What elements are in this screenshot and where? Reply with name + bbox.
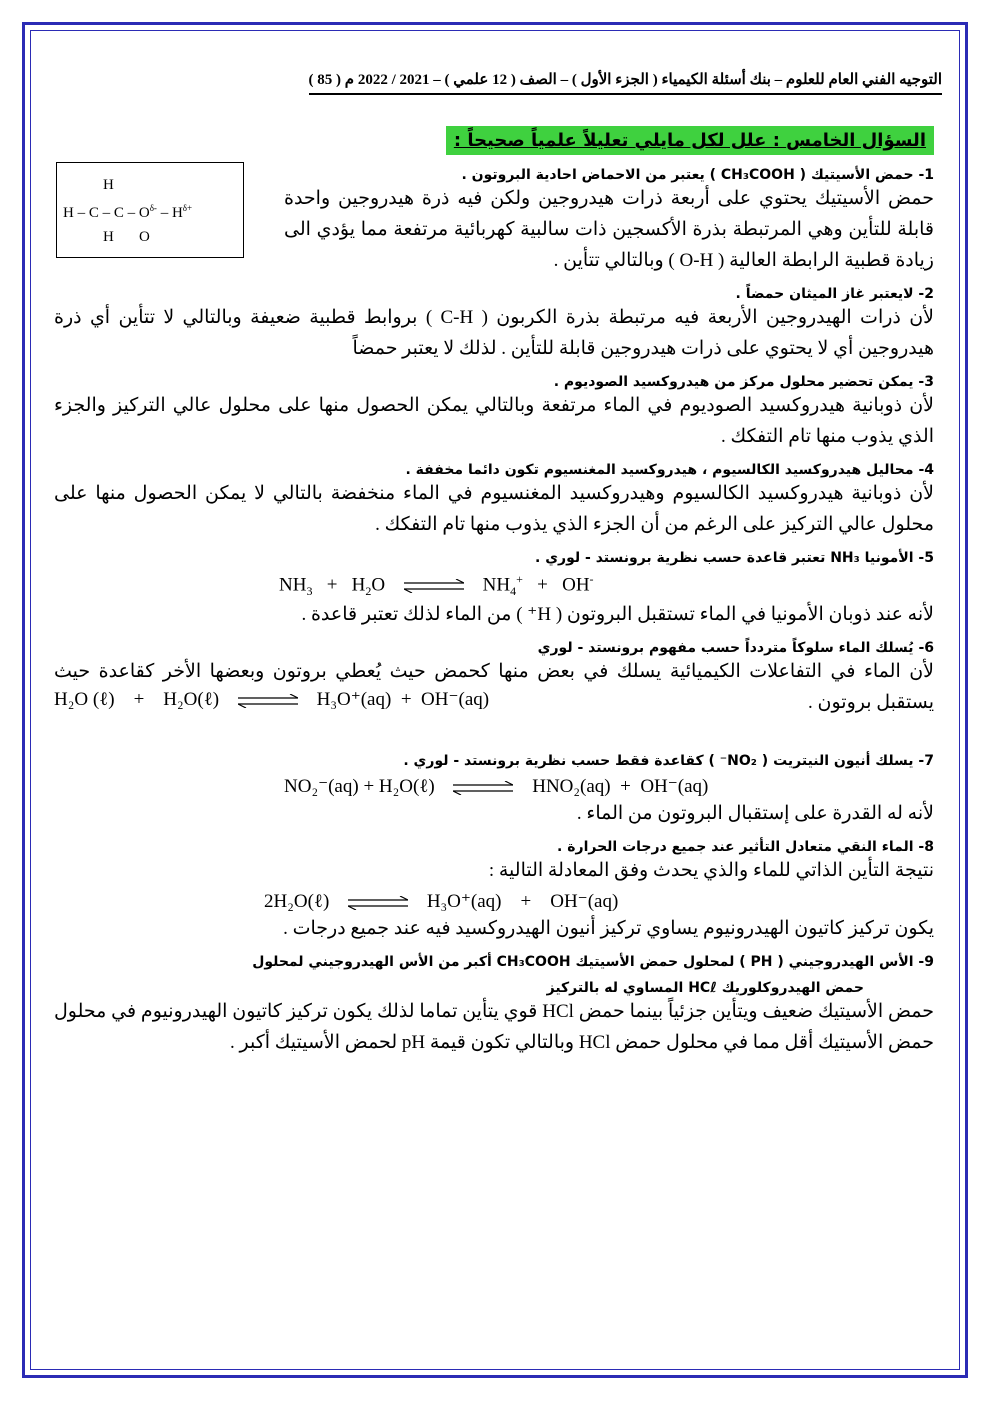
item-4-title: 4- محاليل هيدروكسيد الكالسيوم ، هيدروكسيد المغنسيوم تكون دائما مخففة .	[405, 462, 934, 478]
item-2-text: لأن ذرات الهيدروجين الأربعة فيه مرتبطة بذرة الكربون ( C-H ) بروابط قطبية ضعيفة وبالتالي لا تتأين أي ذرة هيدروجين أي لا يحتوي على ذرات هيدروجين قابلة للتأين . لذلك لا يعتبر حمضاً	[54, 307, 934, 359]
structure-bottom-o: O	[139, 229, 150, 245]
item-1-title: 1- حمض الأسيتيك ( CH₃COOH ) يعتبر من الاحماض احادية البروتون .	[461, 167, 934, 183]
answers-content	[54, 126, 934, 1058]
item-7-equation: NO₂⁻(aq) + H₂O(ℓ) HNO₂(aq) + OH⁻(aq)	[284, 776, 709, 798]
item-4-text: لأن ذوبانية هيدروكسيد الكالسيوم وهيدروكسيد المغنسيوم في الماء منخفضة بالتالي لا يمكن الحصول منها على محلول عالي التركيز على الرغم من أن الجزء الذي يذوب منها تام التفكك .	[54, 483, 934, 535]
structure-top-h: H	[103, 177, 114, 193]
item-8-intro: نتيجة التأين الذاتي للماء والذي يحدث وفق المعادلة التالية :	[488, 860, 934, 882]
item-7-text: لأنه له القدرة على إستقبال البروتون من الماء .	[576, 803, 934, 825]
item-1-text: حمض الأسيتيك يحتوي على أربعة ذرات هيدروجين ولكن فيه ذرة هيدروجين واحدة قابلة للتأين وهي المرتبطة بذرة الأكسجين ذات سالبية كهربائية مرتفعة مما يؤدي الى زيادة قطبية الرابطة العالية ( O-H ) وبالتالي تتأين .	[284, 188, 934, 271]
item-5-text: لأنه عند ذوبان الأمونيا في الماء تستقبل البروتون ( H⁺ ) من الماء لذلك تعتبر قاعدة .	[301, 604, 934, 626]
structure-bottom-h: H	[103, 229, 114, 245]
item-5-title: 5- الأمونيا NH₃ تعتبر قاعدة حسب نظرية برونستد - لوري .	[535, 550, 934, 566]
page-header: التوجيه الفني العام للعلوم – بنك أسئلة الكيمياء ( الجزء الأول ) – الصف ( 12 علمي ) – 2021 / 2022 م ( 85 )	[309, 70, 942, 95]
item-9-title-line2: حمض الهيدروكلوريك HCℓ المساوي له بالتركيز	[546, 980, 864, 997]
item-3-text: لأن ذوبانية هيدروكسيد الصوديوم في الماء مرتفعة وبالتالي يمكن الحصول منها على محلول عالي التركيز والجزء الذي يذوب منها تام التفكك .	[54, 395, 934, 447]
question-title: السؤال الخامس : علل لكل مايلي تعليلاً علمياً صحيحاً :	[446, 126, 934, 155]
item-8-title: 8- الماء النقي متعادل التأثير عند جميع درجات الحرارة .	[557, 839, 934, 856]
equilibrium-arrows-icon	[238, 694, 298, 708]
item-7-title: 7- يسلك أنيون النيتريت ( NO₂⁻ ) كقاعدة فقط حسب نظرية برونستد - لوري .	[403, 753, 934, 770]
item-8-equation: 2H₂O(ℓ) H₃O⁺(aq) + OH⁻(aq)	[264, 891, 619, 913]
structure-main-chain: H – C – C – $O^{\delta-} - H^{\delta+}$	[63, 203, 193, 221]
equilibrium-arrows-icon	[348, 896, 408, 910]
item-6-title: 6- يُسلك الماء سلوكاً متردداً حسب مفهوم برونستد - لوري	[537, 640, 934, 657]
equilibrium-arrows-icon	[404, 579, 464, 593]
item-5-equation: $NH_3$ + $H_2O$ $NH_4^+$ + OH-	[279, 572, 594, 599]
item-3-title: 3- يمكن تحضير محلول مركز من هيدروكسيد الصوديوم .	[553, 374, 934, 390]
item-6-text: لأن الماء في التفاعلات الكيميائية يسلك في بعض منها كحمض حيث يُعطي بروتون وبعضها الأخر كقاعدة حيث يستقبل بروتون .	[54, 661, 934, 714]
equilibrium-arrows-icon	[453, 781, 513, 795]
item-9-text: حمض الأسيتيك ضعيف ويتأين جزئياً بينما حمض HCl قوي يتأين تماما لذلك يكون تركيز كاتيون الهيدرونيوم في محلول حمض الأسيتيك أقل مما في محلول حمض HCl وبالتالي تكون قيمة pH لحمض الأسيتيك أكبر .	[54, 1001, 935, 1054]
item-6-equation: H₂O (ℓ) + H₂O(ℓ) H₃O⁺(aq) + OH⁻(aq)	[54, 689, 490, 711]
item-8-text: يكون تركيز كاتيون الهيدرونيوم يساوي تركيز أنيون الهيدروكسيد فيه عند جميع درجات .	[283, 918, 934, 940]
item-2-title: 2- لايعتبر غاز الميثان حمضاً .	[735, 286, 934, 302]
item-9-title: 9- الأس الهيدروجيني ( PH ) لمحلول حمض الأسيتيك CH₃COOH أكبر من الأس الهيدروجيني لمحلول	[252, 954, 934, 971]
